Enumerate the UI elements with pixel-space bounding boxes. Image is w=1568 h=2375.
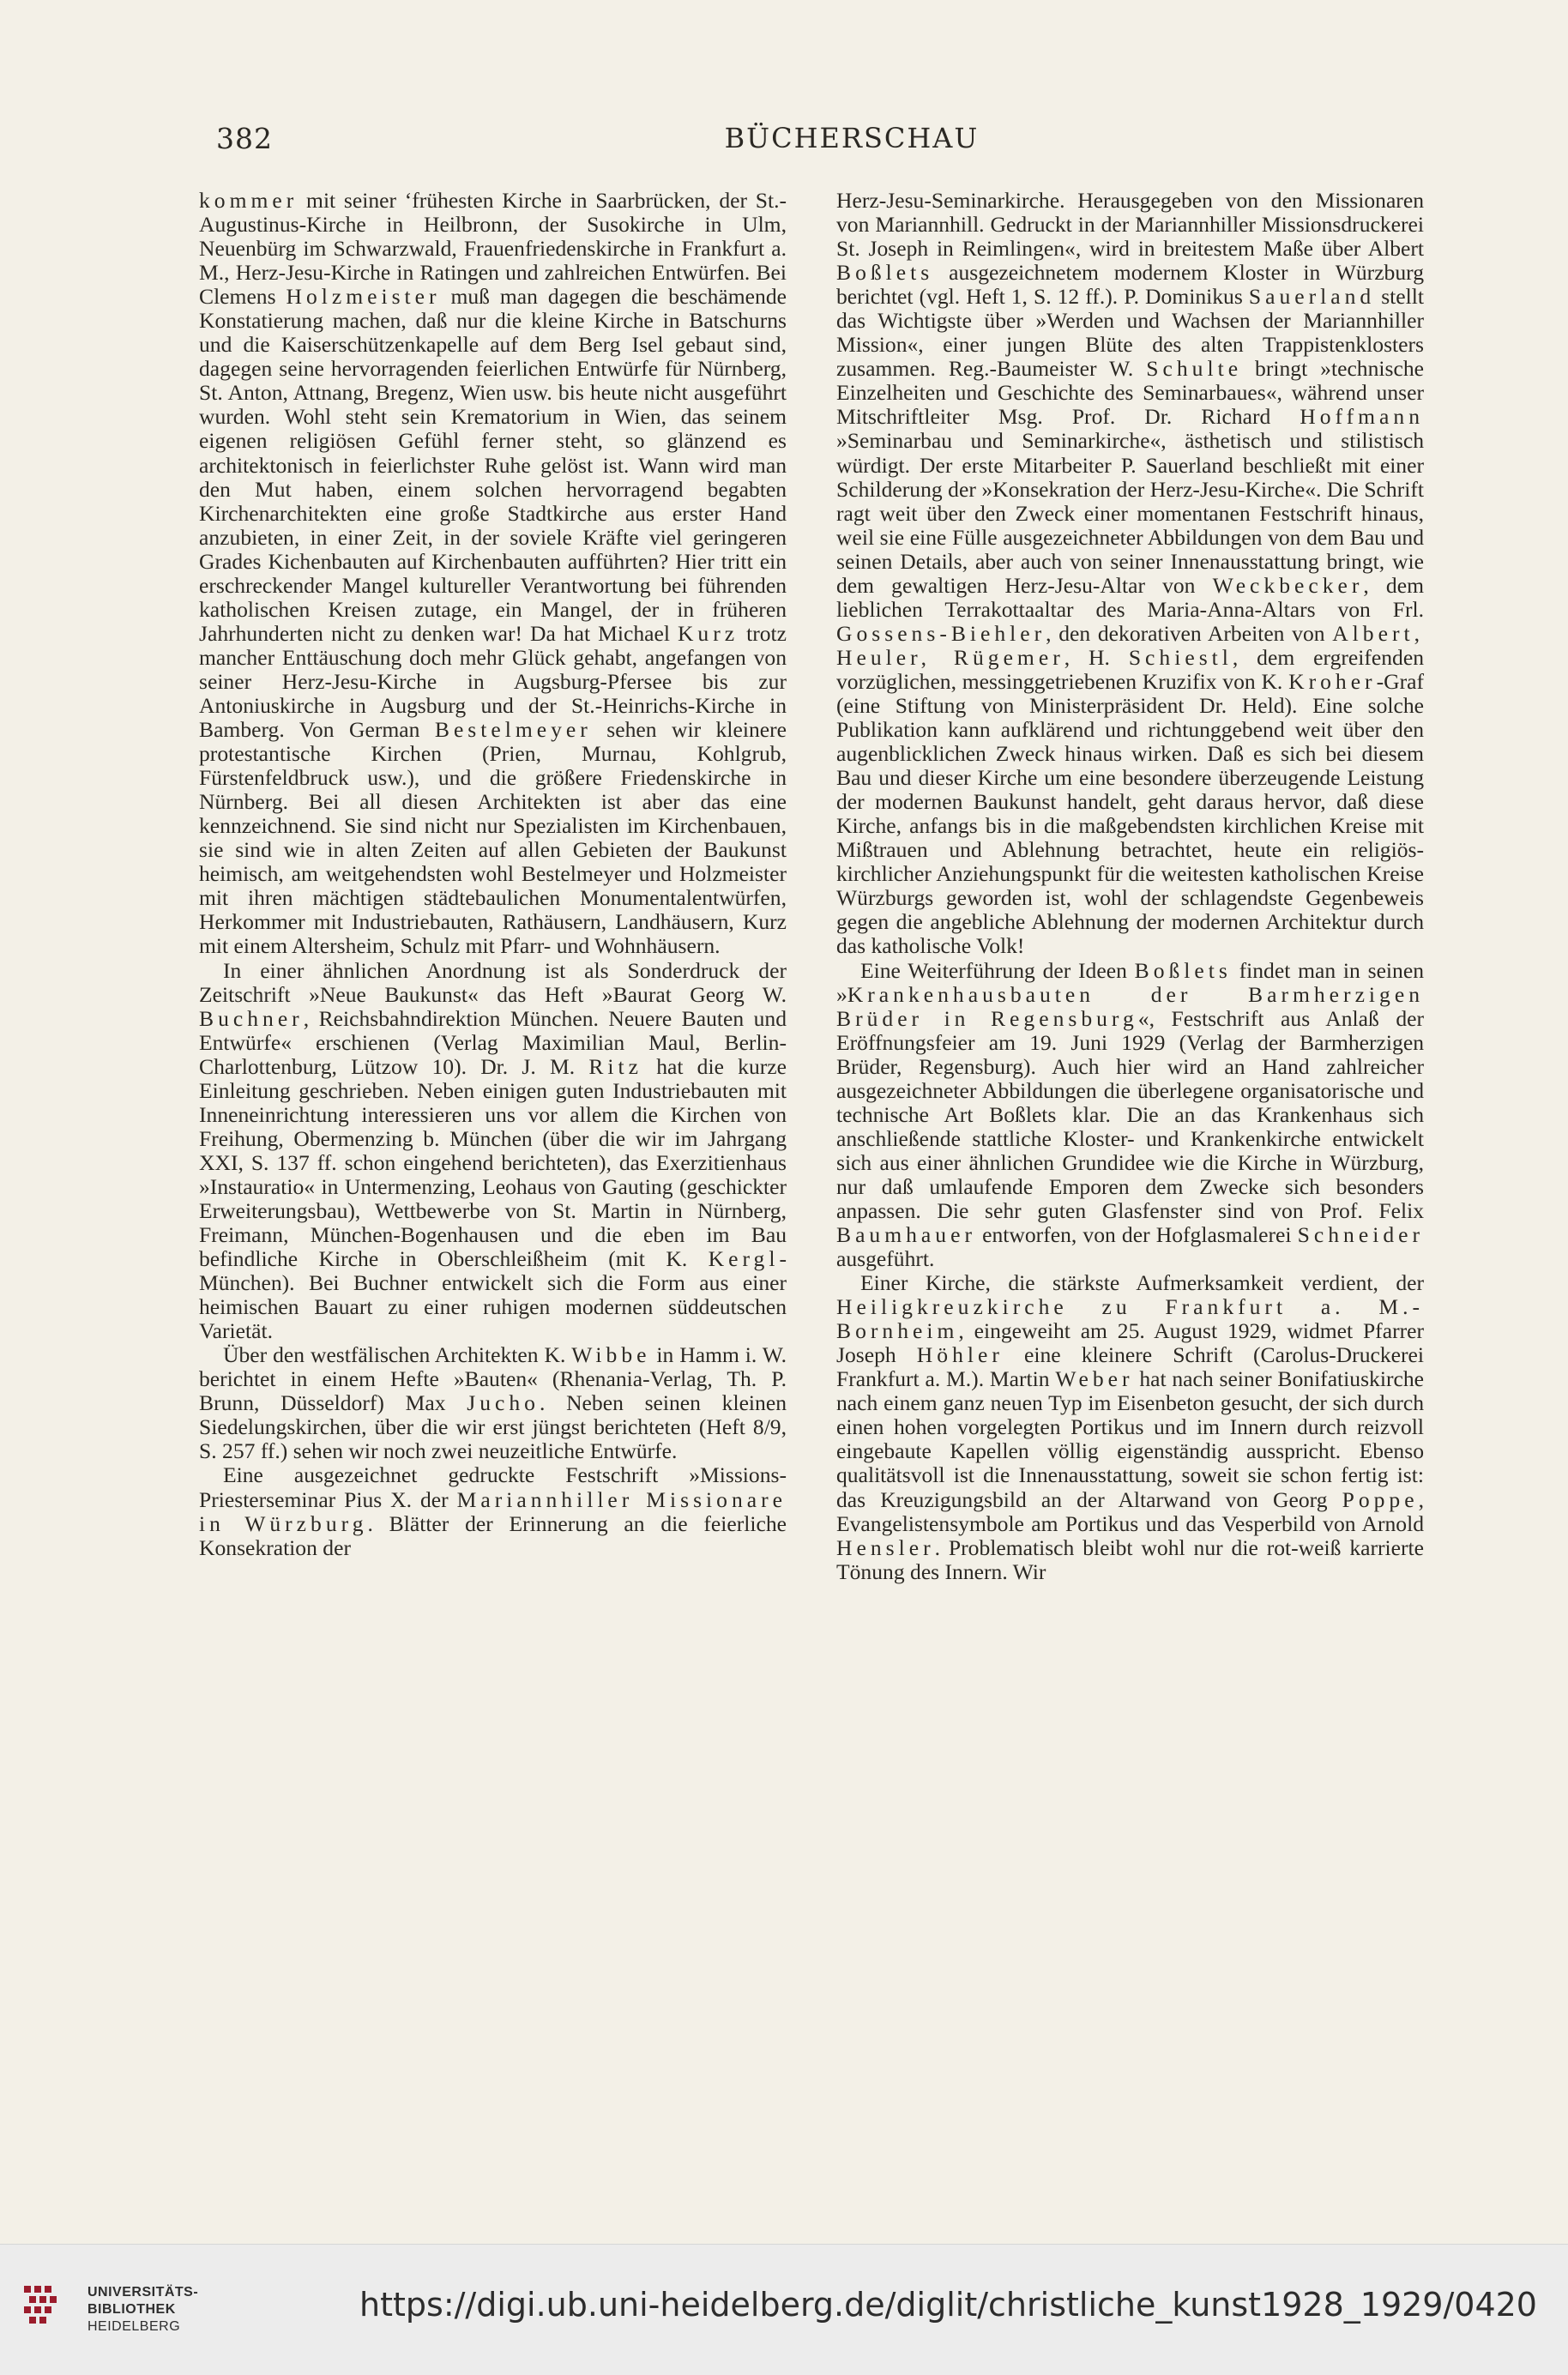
text-run: trotz mancher Enttäuschung doch mehr Glück gehabt, angefangen von seiner Herz-Jesu-Kirche in Augsburg-Pfersee bis zur Antoniuskirche in Augsburg und der St.-Heinrichs-Kirche in Bamberg. Von German	[199, 620, 787, 743]
text-run: mit seiner ‘frühesten Kirche in Saarbrücken, der St.-Augustinus-Kirche in Heilbronn, der Susokirche in Ulm, Neuenbürg im Schwarzwald, Frauenfriedenskirche in Frankfurt a. M., Herz-Jesu-Kirche in Ratingen und zahlreichen Entwürfen. Bei Clemens	[199, 188, 787, 310]
library-name	[87, 2284, 198, 2336]
text-run: in Hamm i. W. berichtet in einem Hefte »Bauten« (Rhenania-Verlag, Th. P. Brunn, Düsseldorf) Max	[199, 1342, 787, 1416]
text-run: , H.	[1064, 644, 1129, 670]
spaced-name: Weber	[1055, 1366, 1134, 1392]
text-run: hat die kurze Einleitung geschrieben. Neben einigen guten Industriebauten mit Inneneinrichtung interessieren uns vor allem die Kirchen von Freihung, Obermenzing b. München (über die wir im Jahrgang XXI, S. 137 ff. schon eingehend berichteten), das Exerzitienhaus »Instauratio« in Untermenzing, Leohaus von Gauting (geschickter Erweiterungsbau), Wettbewerbe von St. Martin in Nürnberg, Freimann, München-Bogenhausen und die eben im Bau befindliche Kirche in Oberschleißheim (mit K.	[199, 1053, 787, 1272]
running-title: BÜCHERSCHAU	[724, 122, 980, 154]
spaced-name: Heiligkreuzkirche zu Frankfurt a. M.-Bornheim	[836, 1294, 1424, 1344]
spaced-name: Poppe	[1342, 1486, 1419, 1512]
spaced-name: Gossens-Biehler	[836, 620, 1046, 646]
spaced-name: Schulte	[1146, 356, 1243, 382]
spaced-name: Krankenhausbauten der Barmherzigen Brüder in Regensburg	[836, 981, 1424, 1031]
text-run: . Neben seinen kleinen Siedelungskirchen, über die wir erst jüngst berichteten (Heft 8/9, S. 257 ff.) sehen wir noch zwei neuzeitliche Entwürfe.	[199, 1390, 787, 1464]
text-run: . Problematisch bleibt wohl nur die rot-weiß karrierte Tönung des Innern. Wir	[836, 1534, 1424, 1584]
page-header	[216, 122, 1427, 165]
library-name-line-2: BIBLIOTHEK	[87, 2302, 176, 2317]
library-name-line-1: UNIVERSITÄTS-	[87, 2285, 199, 2300]
text-run: sehen wir kleinere protestantische Kirchen (Prien, Murnau, Kohlgrub, Fürstenfeldbruck usw.), und die größere Friedenskirche in Nürnberg. Bei all diesen Architekten ist aber das eine kennzeichnend. Sie sind nicht nur Spezialisten im Kirchenbauen, sie sind wie in alten Zeiten auf allen Gebieten der Baukunst heimisch, am weitgehendsten wohl Bestelmeyer und Holzmeister mit ihren mächtigen städtebaulichen Monumentalentwürfen, Herkommer mit Industriebauten, Rathäusern, Landhäusern, Kurz mit einem Altersheim, Schulz mit Pfarr- und Wohnhäusern.	[199, 717, 787, 959]
spaced-name: Holzmeister	[286, 284, 441, 310]
text-run: bringt »technische Einzelheiten und Geschichte des Seminarbaues«, während unser Mitschriftleiter Msg. Prof. Dr. Richard	[836, 356, 1424, 430]
paragraph	[836, 1271, 1424, 1584]
spaced-name: Bestelmeyer	[434, 717, 592, 743]
permalink-url[interactable]: https://digi.ub.uni-heidelberg.de/diglit/christliche_kunst1928_1929/0420	[359, 2286, 1537, 2324]
spaced-name: Kurz	[677, 620, 739, 646]
paragraph	[199, 1463, 787, 1559]
text-run: ausgezeichnetem modernem Kloster in Würzburg berichtet (vgl. Heft 1, S. 12 ff.). P. Dominikus	[836, 260, 1424, 310]
page-number: 382	[216, 122, 273, 155]
spaced-name: Jucho	[467, 1390, 540, 1416]
spaced-name: Schneider	[1297, 1222, 1424, 1248]
spaced-name: Hoffmann	[1300, 404, 1424, 430]
text-run: eine kleinere Schrift (Carolus-Druckerei Frankfurt a. M.). Martin	[836, 1342, 1424, 1392]
spaced-name: Ritz	[588, 1053, 642, 1079]
spaced-name: Buchner	[199, 1005, 304, 1031]
text-run: Eine Weiterführung der Ideen	[860, 957, 1135, 983]
spaced-name: Schiestl	[1128, 644, 1233, 670]
text-run: In einer ähnlichen Anordnung ist als Sonderdruck der Zeitschrift »Neue Baukunst« das Heft »Baurat Georg W.	[199, 957, 787, 1007]
spaced-name: Wibbe	[571, 1342, 651, 1368]
spaced-name: Höhler	[916, 1342, 1004, 1368]
spaced-name: kommer	[199, 188, 299, 213]
paragraph	[199, 189, 787, 959]
text-run: «, Festschrift aus Anlaß der Eröffnungsfeier am 19. Juni 1929 (Verlag der Barmherzigen Brüder, Regensburg). Auch hier wird an Hand zahlreicher ausgezeichneter Abbildungen die überlegene organisatorische und technische Art Boßlets klar. Die an das Krankenhaus sich anschließende stattliche Kloster- und Krankenkirche entwickelt sich aus einer ähnlichen Grundidee wie die Kirche in Würzburg, nur daß umlaufende Emporen dem Zwecke sich besonders anpassen. Die sehr guten Glasfenster sind von Prof. Felix	[836, 1005, 1424, 1223]
text-run: entworfen, von der Hofglasmalerei	[975, 1222, 1298, 1248]
text-run: »Seminarbau und Seminarkirche«, ästhetisch und stilistisch würdigt. Der erste Mitarbeiter P. Sauerland beschließt mit einer Schilderung der »Konsekration der Herz-Jesu-Kirche«. Die Schrift ragt weit über den Zweck einer momentanen Festschrift hinaus, weil sie eine Fülle ausgezeichneter Abbildungen von dem Bau und seinen Details, aber auch von seiner Innenausstattung bringt, wie dem gewaltigen Herz-Jesu-Altar von	[836, 428, 1424, 598]
text-run: Herz-Jesu-Seminarkirche. Herausgegeben von den Missionaren von Mariannhill. Gedruckt in der Mariannhiller Missionsdruckerei St. Joseph in Reimlingen«, wird in breitestem Maße über Albert	[836, 188, 1424, 262]
text-run: -Graf (eine Stiftung von Ministerpräsident Dr. Held). Eine solche Publikation kann aufklärend und richtunggebend weit über den augenblicklichen Zweck hinaus wirken. Daß es sich bei diesem Bau und dieser Kirche um eine besondere überzeugende Leistung der modernen Baukunst handelt, geht daraus hervor, daß diese Kirche, anfangs bis in die maßgebendsten kirchlichen Kreise mit Mißtrauen und Ablehnung betrachtet, heute ein religiös-kirchlicher Anziehungspunkt für die weitesten katholischen Kreise Würzburgs geworden ist, wohl der schlagendste Gegenbeweis gegen die angebliche Ablehnung der modernen Architektur durch das katholische Volk!	[836, 668, 1424, 959]
spaced-name: Albert, Heuler, Rügemer	[836, 620, 1424, 670]
text-run: Eine ausgezeichnet gedruckte Festschrift »Missions-Priesterseminar Pius X. der	[199, 1462, 787, 1512]
library-logo[interactable]	[19, 2274, 216, 2351]
viewer-footer	[0, 2244, 1568, 2375]
text-run: , dem lieblichen Terrakottaaltar des Maria-Anna-Altars von Frl.	[836, 572, 1424, 622]
text-run: Einer Kirche, die stärkste Aufmerksamkeit verdient, der	[860, 1270, 1424, 1296]
university-seal-icon	[19, 2281, 70, 2332]
paragraph	[199, 959, 787, 1344]
spaced-name: Kergl	[708, 1246, 780, 1272]
text-run: stellt das Wichtigste über »Werden und Wachsen der Mariannhiller Mission«, einer jungen Blüte des alten Trappistenklosters zusammen. Reg.-Baumeister W.	[836, 284, 1424, 382]
paragraph	[836, 189, 1424, 959]
text-run: ausgeführt.	[836, 1246, 935, 1272]
spaced-name: Baumhauer	[836, 1222, 976, 1248]
text-run: findet man in seinen »	[836, 957, 1424, 1007]
text-run: -München). Bei Buchner entwickelt sich die Form aus einer heimischen Bauart zu einer ruhigen modernen süddeutschen Varietät.	[199, 1246, 787, 1344]
text-run: , Evangelistensymbole am Portikus und das Vesperbild von Arnold	[836, 1486, 1424, 1536]
spaced-name: Weckbecker	[1212, 572, 1364, 598]
text-run: , dem ergreifenden vorzüglichen, messinggetriebenen Kruzifix von K.	[836, 644, 1424, 694]
library-name-line-3: HEIDELBERG	[87, 2319, 181, 2334]
spaced-name: Hensler	[836, 1534, 935, 1560]
spaced-name: Kroher	[1288, 668, 1377, 694]
spaced-name: Boßlets	[836, 260, 934, 286]
right-text-column	[836, 189, 1424, 1584]
text-run: muß man dagegen die beschämende Konstatierung machen, daß nur die kleine Kirche in Batschurns und die Kaiserschützenkapelle auf dem Berg Isel gebaut sind, dagegen seine hervorragenden feierlichen Entwürfe für Nürnberg, St. Anton, Attnang, Bregenz, Wien usw. bis heute nicht ausgeführt wurden. Wohl steht sein Krematorium in Wien, das seinem eigenen religiösen Gefühl ferner steht, so glänzend es architektonisch in feierlichster Ruhe gelöst ist. Wann wird man den Mut haben, einem solchen hervorragend begabten Kirchenarchitekten eine große Stadtkirche aus erster Hand anzubieten, in einer Zeit, in der soviele Kräfte viel geringeren Grades Kichenbauten auf Kirchenbauten aufführten? Hier tritt ein erschreckender Mangel kultureller Verantwortung bei führenden katholischen Kreisen zutage, ein Mangel, der in früheren Jahrhunderten nicht zu denken war! Da hat Michael	[199, 284, 787, 646]
paragraph	[199, 1343, 787, 1463]
spaced-name: Mariannhiller Missionare in Würzburg	[199, 1486, 787, 1536]
text-run: . Blätter der Erinnerung an die feierliche Konsekration der	[199, 1510, 787, 1560]
text-run: , den dekorativen Arbeiten von	[1046, 620, 1333, 646]
spaced-name: Boßlets	[1134, 957, 1232, 983]
text-run: , eingeweiht am 25. August 1929, widmet Pfarrer Joseph	[836, 1318, 1424, 1368]
paragraph	[836, 959, 1424, 1272]
text-run: hat nach seiner Bonifatiuskirche nach einem ganz neuen Typ im Eisenbeton gesucht, der sich durch einen hohen vorgelegten Portikus und im Innern durch reizvoll eingebaute Kapellen völlig eigenständig ausspricht. Ebenso qualitätsvoll ist die Innenausstattung, soweit sie schon fertig ist: das Kreuzigungsbild an der Altarwand von Georg	[836, 1366, 1424, 1512]
left-text-column	[199, 189, 787, 1560]
text-run: , Reichsbahndirektion München. Neuere Bauten und Entwürfe« erschienen (Verlag Maximilian Maul, Berlin-Charlottenburg, Lützow 10). Dr. J. M.	[199, 1005, 787, 1079]
spaced-name: Sauerland	[1248, 284, 1376, 310]
text-run: Über den westfälischen Architekten K.	[223, 1342, 572, 1368]
